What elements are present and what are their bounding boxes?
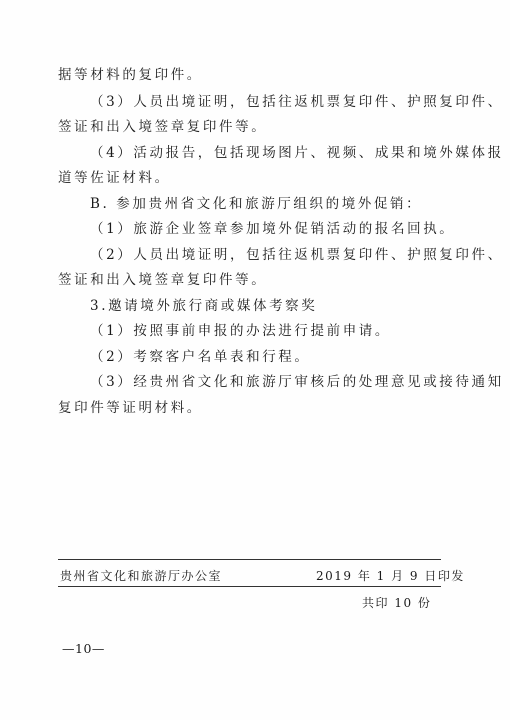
footer-copies: 共印 10 份 bbox=[362, 596, 432, 610]
footer-middle-rule bbox=[58, 586, 441, 587]
body-line-13: （3）经贵州省文化和旅游厅审核后的处理意见或接待通知 bbox=[90, 374, 504, 390]
body-line-14: 复印件等证明材料。 bbox=[58, 400, 203, 416]
body-line-5: 道等佐证材料。 bbox=[58, 170, 171, 186]
body-line-4: （4）活动报告，包括现场图片、视频、成果和境外媒体报 bbox=[90, 145, 504, 161]
body-line-9: 签证和出入境签章复印件等。 bbox=[58, 272, 268, 288]
body-line-1: 据等材料的复印件。 bbox=[58, 67, 203, 83]
body-line-10: 3.邀请境外旅行商或媒体考察奖 bbox=[90, 298, 318, 314]
footer-print-date: 2019 年 1 月 9 日印发 bbox=[316, 569, 465, 583]
footer-issuer: 贵州省文化和旅游厅办公室 bbox=[60, 569, 223, 583]
body-line-6: B. 参加贵州省文化和旅游厅组织的境外促销： bbox=[90, 196, 423, 212]
body-line-7: （1）旅游企业签章参加境外促销活动的报名回执。 bbox=[90, 221, 456, 237]
body-line-2: （3）人员出境证明，包括往返机票复印件、护照复印件、 bbox=[90, 94, 504, 110]
body-line-11: （1）按照事前申报的办法进行提前申请。 bbox=[90, 323, 391, 339]
body-line-8: （2）人员出境证明，包括往返机票复印件、护照复印件、 bbox=[90, 247, 504, 263]
footer-top-rule bbox=[58, 559, 441, 560]
body-line-12: （2）考察客户名单表和行程。 bbox=[90, 349, 311, 365]
body-line-3: 签证和出入境签章复印件等。 bbox=[58, 119, 268, 135]
page-number: —10— bbox=[62, 641, 105, 656]
